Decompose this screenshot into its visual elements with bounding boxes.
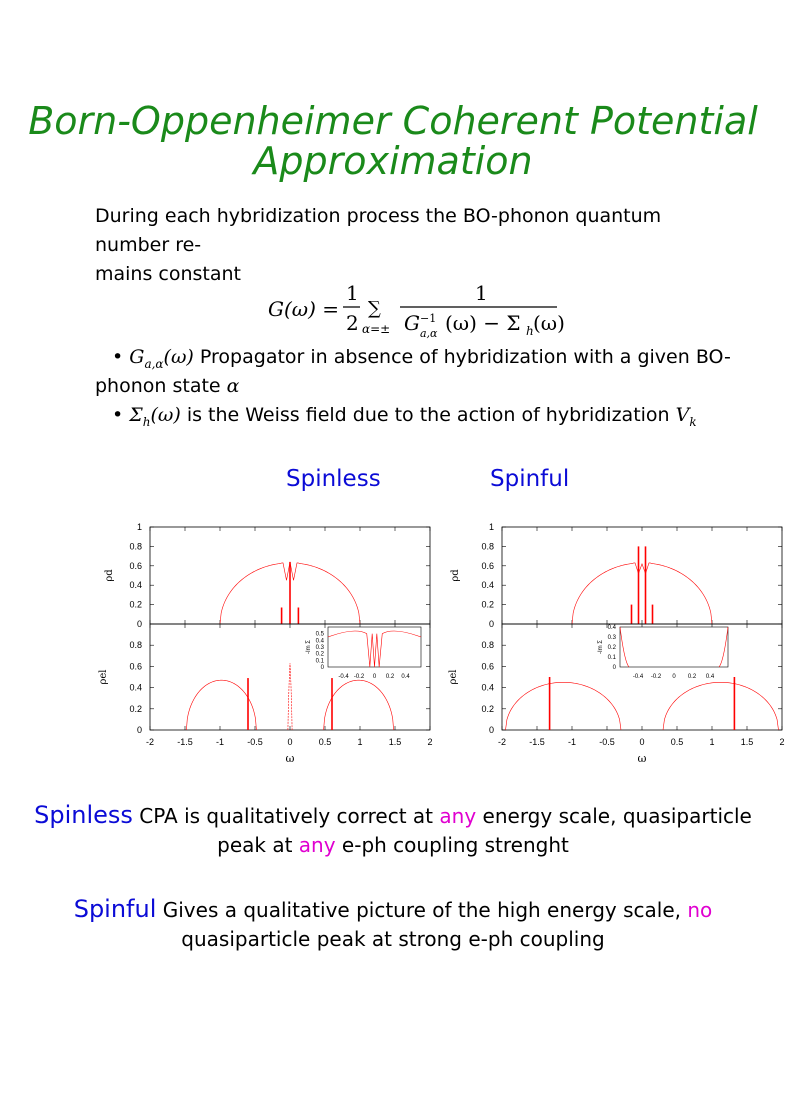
spinless-lower-xtick-label: -1	[215, 737, 225, 747]
spinless-lower-inset-xtick-label: -0.2	[353, 674, 365, 680]
spinless-lower-xtick-label: 2	[427, 737, 433, 747]
intro-line1: During each hybridization process the BO-phonon quantum number re-	[95, 205, 662, 256]
spinful-upper-ytick-label: 0.6	[481, 560, 494, 571]
spinful-lower-lobe-curve	[663, 682, 779, 730]
spinless-lower-xtick-label: 1	[357, 737, 363, 747]
spinless-lower-inset-ytick-label: 0	[320, 665, 324, 671]
spinless-lower-xtick-label: -1.5	[177, 737, 193, 747]
spinless-lower-inset-xtick-label: -0.4	[338, 674, 349, 680]
spinless-upper-ytick-label: 1	[136, 522, 142, 532]
spinful-label: Spinful	[490, 466, 570, 492]
note-spinless-cont: peak at any e-ph coupling strenght	[217, 833, 569, 857]
spinful-upper-ytick-label: 0.2	[481, 599, 494, 610]
spinless-lower-lobe-curve	[324, 680, 394, 730]
spinless-lower-xtick-label: -2	[145, 737, 155, 747]
spinless-lower-xtick-label: 0.5	[318, 737, 332, 747]
bullet-dot-icon: •	[112, 404, 124, 426]
spinful-lower-inset-xtick-label: -0.2	[650, 674, 662, 680]
spinful-lower-ytick-label: 0.8	[481, 640, 494, 651]
bullet-dot-icon: •	[112, 346, 124, 368]
spinful-lower-ytick-label: 0.4	[481, 682, 494, 693]
spinful-lower-inset-ytick-label: 0	[612, 665, 616, 671]
spinless-lower-xtick-label: -0.5	[247, 737, 263, 747]
spinful-lower-xtick-label: 1	[709, 737, 715, 747]
spinless-lower-ytick-label: 0.8	[129, 640, 142, 651]
spinless-lower-lobe-curve	[186, 680, 256, 730]
spinless-lower-quasiparticle-peak	[288, 663, 292, 730]
bullet-propagator-cont: phonon state α	[95, 375, 240, 397]
spinless-lower-inset-ytick-label: 0.3	[315, 645, 324, 651]
formula-sum-index: α=±	[362, 322, 391, 336]
spinful-lower-inset-ytick-label: 0.3	[607, 635, 616, 641]
formula-den-rest: (ω) − Σ	[445, 311, 521, 335]
spinless-lower-xtick-label: 0	[287, 737, 293, 747]
spinful-lower-ytick-label: 0.6	[481, 661, 494, 672]
spinful-upper-ytick-label: 1	[488, 522, 494, 532]
formula-den-sup: −1	[420, 312, 437, 325]
green-function-formula	[0, 278, 786, 340]
spinless-label: Spinless	[286, 466, 381, 492]
dos-figure	[0, 515, 786, 775]
spinful-lower-xlabel: ω	[637, 752, 647, 765]
formula-half-num: 1	[346, 281, 359, 305]
spinful-lower-inset-xtick-label: 0.2	[687, 674, 697, 680]
formula-num: 1	[475, 281, 488, 305]
spinless-lower-xlabel: ω	[285, 752, 295, 765]
formula-den-h: h	[526, 324, 534, 338]
spinless-lower-inset-ylabel: -Im Σ	[306, 639, 312, 655]
spinless-lower-ylabel: ρel	[98, 669, 109, 685]
spinless-lower-inset-xtick-label: 0	[372, 674, 377, 680]
spinful-lower-xtick-label: -1	[567, 737, 577, 747]
formula-sum: ∑	[368, 298, 381, 319]
spinful-lower-xtick-label: -2	[497, 737, 507, 747]
formula-lhs: G(ω) =	[268, 297, 340, 321]
spinful-lower-inset-ytick-label: 0.1	[607, 655, 616, 661]
spinful-lower-lobe-curve	[506, 682, 622, 730]
spinful-lower-xtick-label: -0.5	[599, 737, 615, 747]
spinless-upper-ytick-label: 0.6	[129, 560, 142, 571]
spinful-upper-ytick-label: 0.8	[481, 541, 494, 552]
spinful-upper-frame	[502, 527, 782, 624]
spinful-upper-ylabel: ρd	[450, 569, 461, 582]
spinful-lower-inset-xtick-label: 0	[672, 674, 676, 680]
spinless-lower-inset-ytick-label: 0.2	[315, 651, 324, 658]
spinful-upper-dos-curve	[572, 563, 712, 624]
spinless-upper-ytick-label: 0.4	[129, 580, 142, 591]
spinless-lower-inset-ytick-label: 0.1	[315, 658, 324, 665]
note-spinful: Spinful Gives a qualitative picture of the high energy scale, no	[73, 895, 713, 923]
formula-den-sub: a,α	[420, 327, 438, 340]
bullet-propagator: • $G_{a,\alpha}(\omega)$ Propagator in absence of hybridization with a given BO-	[112, 346, 731, 371]
spinless-upper-ytick-label: 0.8	[129, 541, 142, 552]
slide-title-line2: Approximation	[253, 139, 533, 183]
spinless-lower-ytick-label: 0.2	[129, 703, 142, 714]
formula-half-den: 2	[346, 311, 359, 335]
spinless-lower-inset-ytick-label: 0.4	[315, 638, 324, 645]
spinful-lower-ytick-label: 0.2	[481, 703, 494, 714]
spinless-upper-ytick-label: 0.2	[129, 599, 142, 610]
slide-title-line1: Born-Oppenheimer Coherent Potential	[28, 99, 758, 143]
spinless-lower-ytick-label: 0.6	[129, 661, 142, 672]
spinless-lower-inset-xtick-label: 0.2	[385, 674, 395, 680]
spinful-lower-inset-ytick-label: 0.2	[607, 645, 616, 651]
spinful-lower-xtick-label: 2	[779, 737, 785, 747]
spinful-lower-inset-frame	[620, 627, 728, 667]
note-spinless: Spinless CPA is qualitatively correct at any energy scale, quasiparticle	[34, 801, 752, 829]
spinless-upper-ylabel: ρd	[104, 569, 115, 582]
spinful-lower-inset-ytick-label: 0.4	[607, 625, 616, 631]
spinless-lower-xtick-label: 1.5	[388, 737, 402, 747]
intro-line2: mains constant	[95, 263, 242, 285]
intro-text	[95, 202, 725, 289]
spinless-lower-ytick-label: 0	[136, 725, 142, 735]
spinful-lower-xtick-label: -1.5	[529, 737, 545, 747]
spinless-upper-ytick-label: 0	[136, 619, 142, 629]
note-spinful-cont: quasiparticle peak at strong e-ph coupling	[181, 927, 605, 951]
spinful-upper-ytick-label: 0.4	[481, 580, 494, 591]
spinful-upper-ytick-label: 0	[488, 619, 494, 629]
spinful-lower-ylabel: ρel	[448, 669, 459, 685]
formula-den-end: (ω)	[533, 311, 565, 335]
spinful-lower-xtick-label: 0.5	[670, 737, 684, 747]
spinful-lower-xtick-label: 0	[639, 737, 645, 747]
formula-den-G: G	[404, 311, 420, 335]
spinful-lower-xtick-label: 1.5	[740, 737, 754, 747]
spinful-lower-inset-xtick-label: -0.4	[632, 674, 644, 680]
spinful-lower-inset-ylabel: -Im Σ	[598, 639, 604, 655]
spinless-lower-inset-ytick-label: 0.5	[315, 631, 324, 638]
spinful-lower-ytick-label: 0	[488, 725, 494, 735]
spinless-lower-inset-xtick-label: 0.4	[401, 674, 410, 680]
bullet-weiss-field: • $\Sigma_h(\omega)$ is the Weiss field due to the action of hybridization $V_k$	[112, 404, 697, 429]
spinful-lower-inset-xtick-label: 0.4	[705, 674, 715, 680]
spinless-lower-ytick-label: 0.4	[129, 682, 142, 693]
